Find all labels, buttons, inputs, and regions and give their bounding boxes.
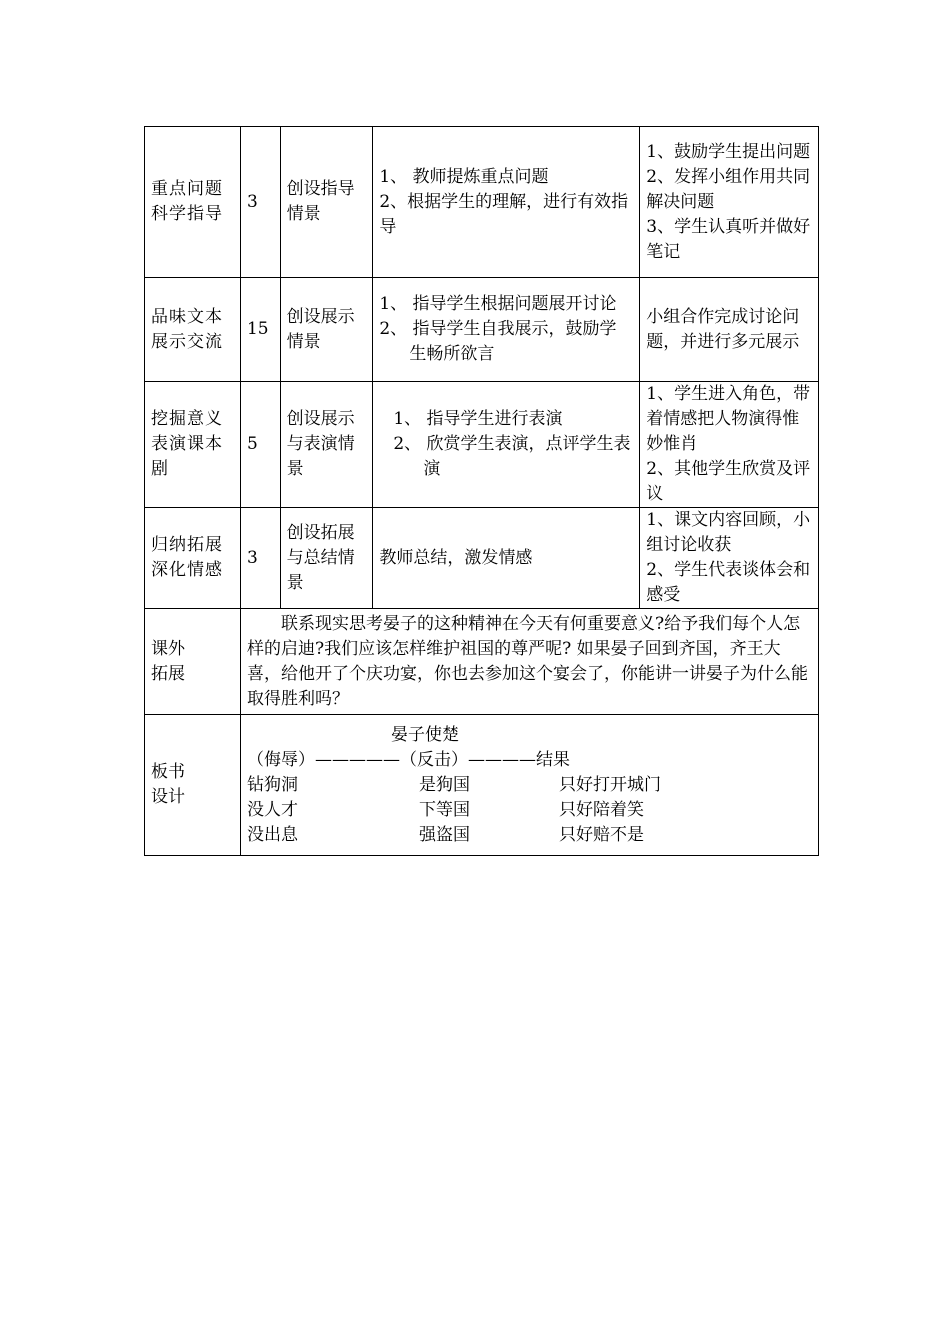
result-item: 只好陪着笑 (558, 799, 644, 820)
student-activity-line: 2、发挥小组作用共同解决问题 (646, 166, 811, 212)
board-header: （侮辱）—————（反击）————结果 (246, 749, 570, 770)
result-item: 只好赔不是 (558, 824, 644, 845)
student-activity-line: 1、学生进入角色，带着情感把人物演得惟妙惟肖 (646, 384, 811, 454)
board-label-line: 板书 (151, 762, 185, 782)
teacher-activity-line: 教师总结，激发情感 (379, 547, 533, 568)
stage-cell: 品味文本展示交流 (145, 278, 241, 382)
teacher-activity-cell (373, 127, 640, 278)
insult-item: 没人才 (246, 799, 298, 820)
stage-cell: 重点问题科学指导 (145, 127, 241, 278)
student-activity-cell (640, 127, 819, 278)
student-activity-line: 1、课文内容回顾，小组讨论收获 (646, 510, 811, 555)
time-cell: 5 (240, 382, 280, 508)
board-label-line: 设计 (151, 787, 185, 807)
table-row (145, 382, 819, 508)
board-label (145, 715, 241, 856)
board-item-row (247, 798, 812, 823)
result-item: 只好打开城门 (558, 774, 661, 795)
teacher-activity-cell (373, 382, 640, 508)
insult-item: 钻狗洞 (246, 774, 298, 795)
student-activity-cell (640, 508, 819, 609)
retort-item: 是狗国 (418, 774, 470, 795)
board-item-row (247, 773, 812, 798)
scene-cell: 创设指导情景 (280, 127, 373, 278)
student-activity-line: 小组合作完成讨论问题，并进行多元展示 (646, 306, 800, 352)
extension-row (145, 609, 819, 715)
extension-paragraph: 联系现实思考晏子的这种精神在今天有何重要意义?给予我们每个人怎样的启迪?我们应该怎样维护祖国的尊严呢? 如果晏子回到齐国，齐王大喜，给他开了个庆功宴，你也去参加这个宴会了，你能讲一讲晏子为什么能取得胜利吗？ (246, 613, 808, 709)
student-activity-cell (640, 382, 819, 508)
board-title: 晏子使楚 (390, 724, 459, 745)
scene-cell: 创设拓展与总结情景 (280, 508, 373, 609)
teacher-activity-line: 1、 指导学生根据问题展开讨论 (379, 294, 617, 314)
retort-item: 强盗国 (418, 824, 470, 845)
extension-label (145, 609, 241, 715)
table-row (145, 278, 819, 382)
time-cell: 3 (240, 127, 280, 278)
teacher-activity-line: 1、 教师提炼重点问题 (379, 166, 549, 187)
table-row (145, 127, 819, 278)
student-activity-line: 3、学生认真听并做好笔记 (646, 216, 811, 262)
insult-item: 没出息 (246, 824, 298, 845)
student-activity-cell (640, 278, 819, 382)
board-design-row (145, 715, 819, 856)
teacher-activity-line: 1、 指导学生进行表演 (393, 409, 563, 429)
teacher-activity-line: 2、 指导学生自我展示，鼓励学生畅所欲言 (379, 319, 617, 364)
student-activity-line: 2、学生代表谈体会和感受 (646, 560, 811, 605)
table-row (145, 508, 819, 609)
retort-item: 下等国 (418, 799, 470, 820)
extension-label-line: 拓展 (151, 663, 185, 684)
stage-cell: 挖掘意义表演课本剧 (145, 382, 241, 508)
time-cell: 3 (240, 508, 280, 609)
student-activity-line: 2、其他学生欣赏及评议 (646, 459, 811, 504)
scene-cell: 创设展示与表演情景 (280, 382, 373, 508)
teacher-activity-cell (373, 508, 640, 609)
stage-cell: 归纳拓展深化情感 (145, 508, 241, 609)
board-content (240, 715, 818, 856)
time-cell: 15 (240, 278, 280, 382)
lesson-plan-table (144, 126, 819, 856)
teacher-activity-line: 2、 欣赏学生表演，点评学生表演 (393, 434, 631, 479)
board-item-row (247, 823, 812, 848)
student-activity-line: 1、鼓励学生提出问题 (646, 141, 811, 162)
extension-text (240, 609, 818, 715)
teacher-activity-line: 2、根据学生的理解，进行有效指导 (379, 191, 629, 237)
extension-label-line: 课外 (151, 638, 185, 659)
scene-cell: 创设展示情景 (280, 278, 373, 382)
teacher-activity-cell (373, 278, 640, 382)
